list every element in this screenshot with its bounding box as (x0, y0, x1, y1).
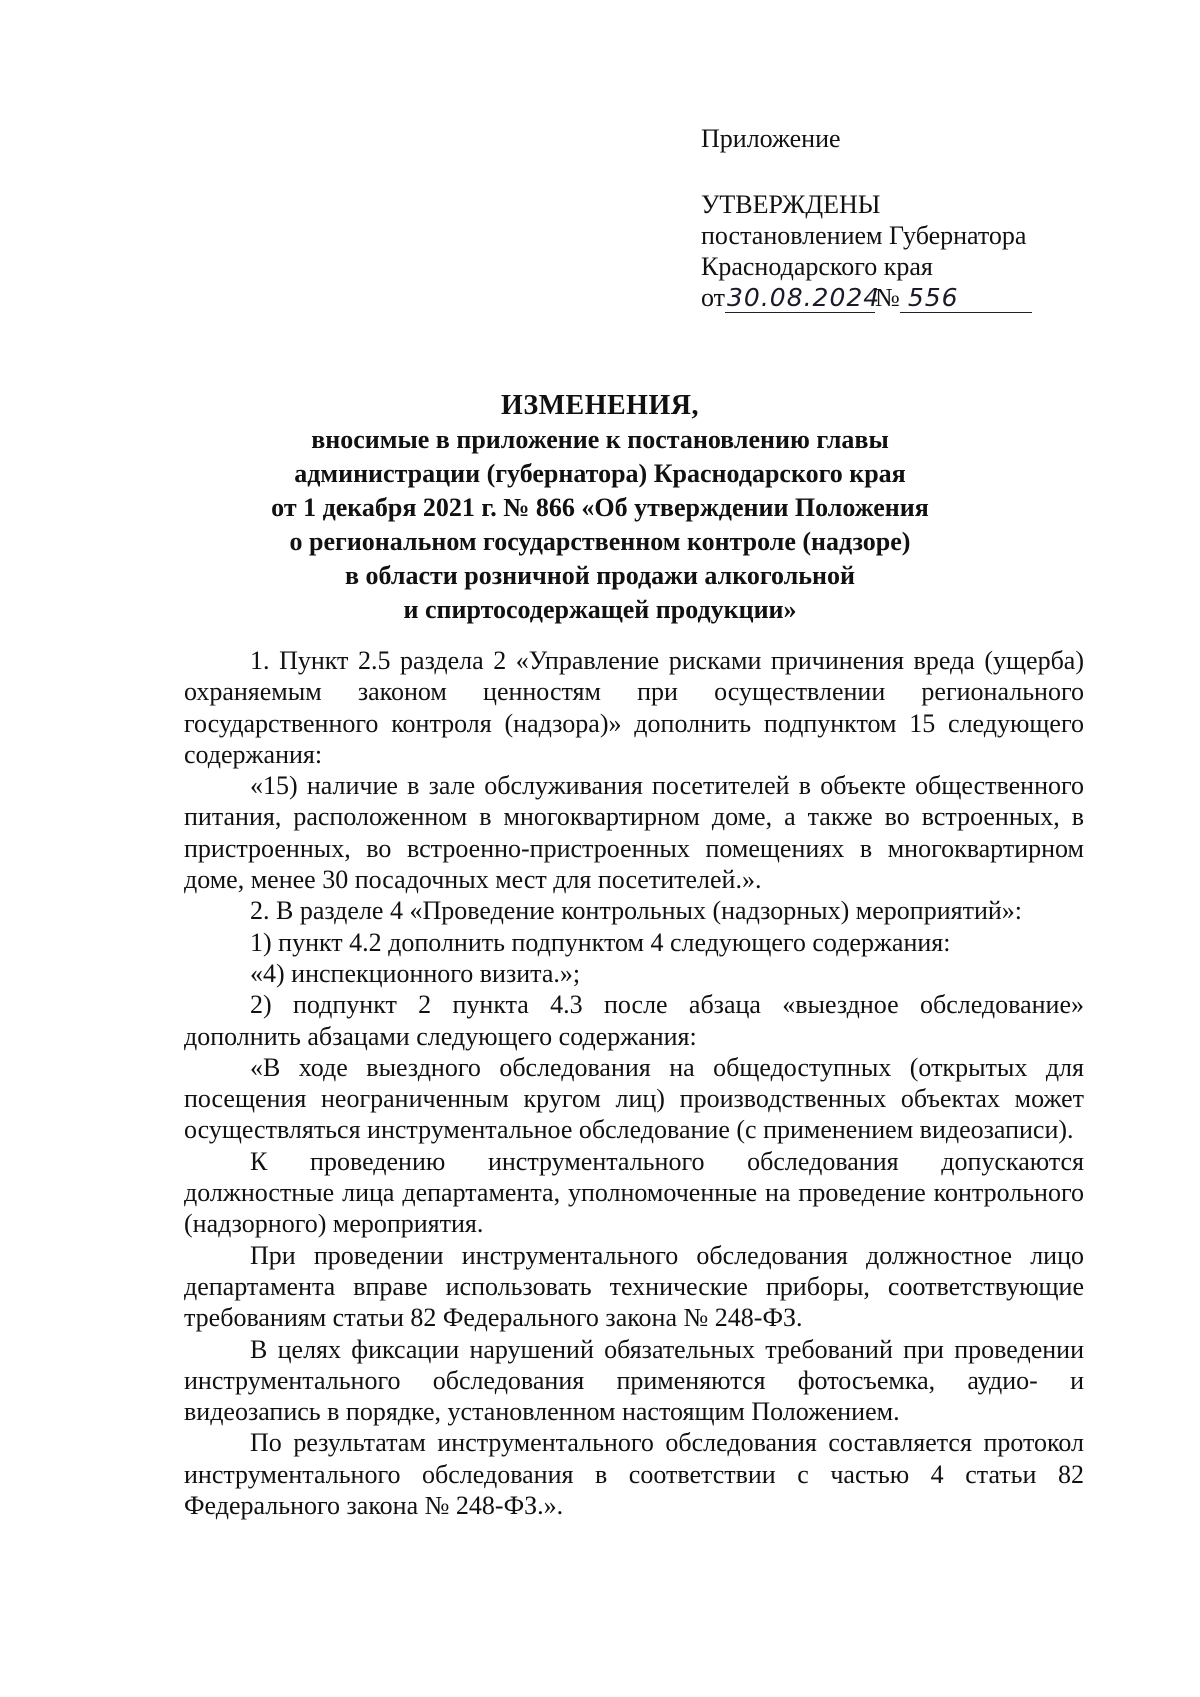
date-prefix: от (701, 283, 726, 312)
approval-block (701, 189, 1032, 316)
paragraph: 1. Пункт 2.5 раздела 2 «Управление рисками причинения вреда (ущерба) охраняемым законом ценностям при осуществлении регионального государственного контроля (надзора)» дополнить подпунктом 15 следующего содержания: (184, 646, 1084, 769)
paragraph: По результатам инструментального обследования составляется протокол инструментального обследования в соответствии с частью 4 статьи 82 Федерального закона № 248-ФЗ.». (184, 1428, 1084, 1521)
title-line: и спиртосодержащей продукции» (403, 595, 797, 624)
title-line: вносимые в приложение к постановлению главы (311, 425, 889, 454)
paragraph: 1) пункт 4.2 дополнить подпунктом 4 следующего содержания: (250, 927, 951, 957)
handwritten-number: 556 (907, 283, 959, 312)
number-sign: № (875, 283, 900, 312)
paragraph: В целях фиксации нарушений обязательных требований при проведении инструментального обследования применяются фотосъемка, аудио- и видеозапись в порядке, установленном настоящим Положением. (184, 1334, 1084, 1427)
paragraph: «4) инспекционного визита.»; (250, 958, 581, 988)
paragraph: 2) подпункт 2 пункта 4.3 после абзаца «выездное обследование» дополнить абзацами следующего содержания: (184, 990, 1084, 1051)
document-body (184, 645, 1084, 1521)
approved-title: УТВЕРЖДЕНЫ (701, 190, 881, 219)
title-line: администрации (губернатора) Краснодарского края (294, 459, 906, 488)
title-main: ИЗМЕНЕНИЯ, (501, 390, 699, 421)
title-line: о региональном государственном контроле (надзоре) (289, 527, 911, 556)
title-line: от 1 декабря 2021 г. № 866 «Об утверждении Положения (271, 493, 929, 522)
approved-line-2: Краснодарского края (701, 252, 933, 281)
appendix-label: Приложение (701, 124, 841, 153)
document-title (100, 389, 1100, 627)
paragraph: К проведению инструментального обследования допускаются должностные лица департамента, уполномоченные на проведение контрольного (надзорного) мероприятия. (184, 1146, 1084, 1239)
date-number-line (701, 282, 1032, 316)
title-line: в области розничной продажи алкогольной (344, 561, 855, 590)
paragraph: «15) наличие в зале обслуживания посетителей в объекте общественного питания, расположенном в многоквартирном доме, а также во встроенных, в пристроенных, во встроенно-пристроенных помещениях в многоквартирном доме, менее 30 посадочных мест для посетителей.». (184, 771, 1084, 895)
approved-line-1: постановлением Губернатора (701, 221, 1027, 250)
paragraph: При проведении инструментального обследования должностное лицо департамента вправе использовать технические приборы, соответствующие требованиям статьи 82 Федерального закона № 248-ФЗ. (184, 1240, 1084, 1333)
paragraph: 2. В разделе 4 «Проведение контрольных (надзорных) мероприятий»: (250, 896, 1022, 926)
paragraph: «В ходе выездного обследования на общедоступных (открытых для посещения неограниченным кругом лиц) производственных объектах может осуществляться инструментальное обследование (с применением видеозаписи). (184, 1052, 1084, 1145)
handwritten-date: 30.08.2024 (727, 283, 881, 312)
